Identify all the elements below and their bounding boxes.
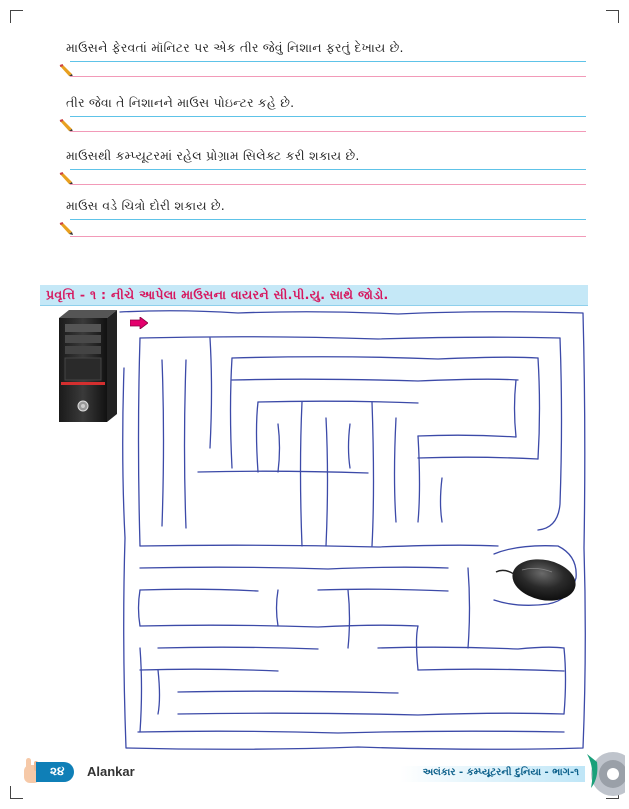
maze[interactable]: [118, 308, 590, 753]
maze-wall: [257, 402, 259, 472]
maze-wall: [418, 436, 420, 522]
maze-wall: [140, 567, 448, 569]
maze-wall: [301, 402, 303, 546]
maze-wall: [418, 457, 538, 459]
guide-line: [70, 169, 586, 170]
maze-wall: [140, 589, 258, 591]
maze-wall: [418, 669, 564, 671]
guide-line: [70, 61, 586, 62]
maze-wall: [178, 691, 398, 693]
guide-line: [70, 116, 586, 117]
maze-wall: [232, 357, 538, 359]
computer-mouse-image: [492, 550, 582, 604]
maze-wall: [140, 625, 418, 627]
writing-line[interactable]: [70, 76, 586, 77]
cd-disc-icon: [585, 748, 625, 798]
book-title: અલંકાર - કમ્પ્યૂટરની દુનિયા - ભાગ-૧: [422, 767, 579, 778]
maze-wall: [140, 545, 498, 547]
page-number-badge: [36, 762, 74, 782]
maze-wall: [378, 647, 564, 649]
maze-wall: [348, 590, 350, 648]
sentence-3: માઉસથી કમ્પ્યૂટરમાં રહેલ પ્રોગ્રામ સિલેક્ટ કરી શકાય છે.: [66, 148, 360, 163]
footer-title-bar: [400, 766, 585, 782]
maze-wall: [139, 338, 141, 546]
page-number: ૨૪: [50, 764, 65, 778]
maze-wall: [140, 337, 560, 339]
maze-wall: [198, 471, 368, 473]
maze-wall: [349, 424, 351, 468]
maze-wall: [231, 358, 233, 468]
guide-line: [70, 219, 586, 220]
maze-wall: [538, 358, 540, 459]
maze-wall: [140, 669, 278, 671]
activity-header: [40, 285, 588, 306]
maze-wall: [185, 360, 187, 528]
brand-logo: Alankar: [87, 764, 135, 779]
maze-wall: [158, 670, 160, 714]
maze-wall: [210, 338, 212, 448]
writing-line[interactable]: [70, 236, 586, 237]
maze-outer-wall: [120, 311, 585, 750]
pencil-icon: [58, 222, 74, 236]
writing-line[interactable]: [70, 131, 586, 132]
cpu-tower-image: [57, 308, 119, 426]
maze-wall: [139, 590, 141, 626]
maze-wall: [178, 713, 564, 715]
crop-mark: [10, 10, 23, 23]
activity-title: પ્રવૃત્તિ - ૧ : નીચે આપેલા માઉસના વાયરને સી.પી.યુ. સાથે જોડો.: [46, 287, 389, 302]
maze-wall: [441, 478, 443, 522]
sentence-1: માઉસને ફેરવતાં મૉનિટર પર એક તીર જેવું નિશાન ફરતું દેખાય છે.: [66, 40, 404, 55]
maze-wall: [277, 590, 279, 626]
maze-wall: [258, 401, 418, 403]
maze-wall: [158, 647, 318, 649]
maze-wall: [515, 380, 517, 437]
maze-wall: [418, 435, 516, 437]
crop-mark: [10, 786, 23, 799]
maze-wall: [140, 648, 142, 732]
sentence-4: માઉસ વડે ચિત્રો દોરી શકાય છે.: [66, 198, 225, 213]
maze-wall: [468, 568, 470, 648]
maze-wall: [138, 731, 564, 733]
maze-wall: [318, 589, 448, 591]
crop-mark: [606, 10, 619, 23]
maze-wall: [162, 360, 164, 526]
maze-wall: [417, 626, 419, 670]
maze-wall: [278, 424, 280, 472]
maze-wall: [395, 418, 397, 522]
maze-wall: [564, 648, 566, 714]
maze-wall: [232, 379, 518, 381]
maze-wall: [538, 338, 562, 530]
maze-wall: [372, 402, 374, 546]
maze-wall: [326, 418, 328, 546]
writing-line[interactable]: [70, 184, 586, 185]
sentence-2: તીર જેવા તે નિશાનને માઉસ પોઇન્ટર કહે છે.: [66, 95, 295, 110]
